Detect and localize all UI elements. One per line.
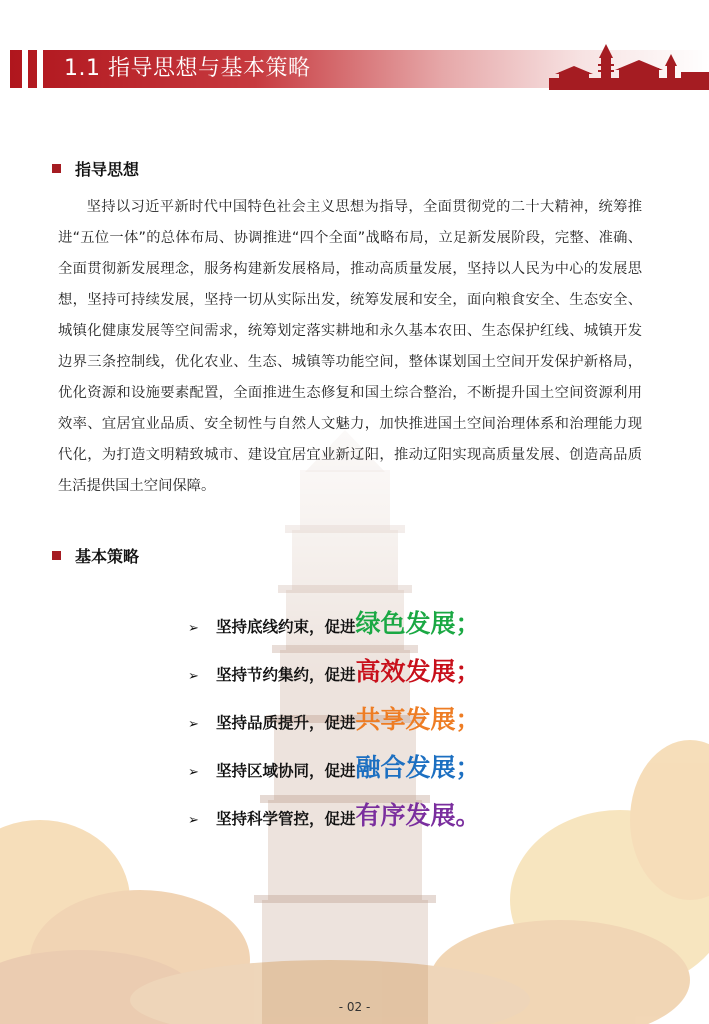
strategy-prefix: 坚持底线约束，促进 [216, 618, 356, 636]
page-title: 1.1 指导思想与基本策略 [64, 56, 311, 81]
strategy-list [188, 604, 481, 844]
page-number: - 02 - [338, 1000, 371, 1014]
strategy-item [188, 652, 481, 700]
bullet-square-icon [52, 164, 61, 173]
arrow-bullet-icon: ➢ [188, 669, 199, 684]
section-heading-label: 指导思想 [75, 160, 140, 179]
arrow-bullet-icon: ➢ [188, 717, 199, 732]
section-heading-basic-strategy [52, 544, 139, 567]
strategy-goal: 融合发展； [355, 753, 481, 782]
strategy-item [188, 604, 481, 652]
strategy-prefix: 坚持品质提升，促进 [216, 714, 356, 732]
strategy-goal: 有序发展。 [355, 801, 481, 830]
strategy-item [188, 748, 481, 796]
pagoda-skyline-icon [549, 42, 709, 90]
strategy-goal: 绿色发展； [355, 609, 481, 638]
arrow-bullet-icon: ➢ [188, 813, 199, 828]
strategy-prefix: 坚持节约集约，促进 [216, 666, 356, 684]
header-accent-bar [22, 50, 28, 88]
arrow-bullet-icon: ➢ [188, 765, 199, 780]
arrow-bullet-icon: ➢ [188, 621, 199, 636]
strategy-item [188, 796, 481, 844]
header-accent-bar [37, 50, 43, 88]
section-heading-guiding-ideology [52, 157, 139, 180]
page-header-banner [0, 50, 709, 90]
strategy-goal: 高效发展； [355, 657, 481, 686]
strategy-goal: 共享发展； [355, 705, 481, 734]
guiding-ideology-paragraph: 坚持以习近平新时代中国特色社会主义思想为指导，全面贯彻党的二十大精神，统筹推进“五位一体”的总体布局、协调推进“四个全面”战略布局，立足新发展阶段，完整、准确、全面贯彻新发展理念，服务构建新发展格局，推动高质量发展，坚持以人民为中心的发展思想，坚持可持续发展，坚持一切从实际出发，统筹发展和安全，面向粮食安全、生态安全、城镇化健康发展等空间需求，统筹划定落实耕地和永久基本农田、生态保护红线、城镇开发边界三条控制线，优化农业、生态、城镇等功能空间，整体谋划国土空间开发保护新格局，优化资源和设施要素配置，全面推进生态修复和国土综合整治，不断提升国土空间资源利用效率、宜居宜业品质、安全韧性与自然人文魅力，加快推进国土空间治理体系和治理能力现代化，为打造文明精致城市、建设宜居宜业新辽阳，推动辽阳实现高质量发展、创造高品质生活提供国土空间保障。 [58, 199, 642, 494]
strategy-prefix: 坚持区域协同，促进 [216, 762, 356, 780]
section-heading-label: 基本策略 [75, 547, 140, 566]
strategy-prefix: 坚持科学管控，促进 [216, 810, 356, 828]
bullet-square-icon [52, 551, 61, 560]
strategy-item [188, 700, 481, 748]
